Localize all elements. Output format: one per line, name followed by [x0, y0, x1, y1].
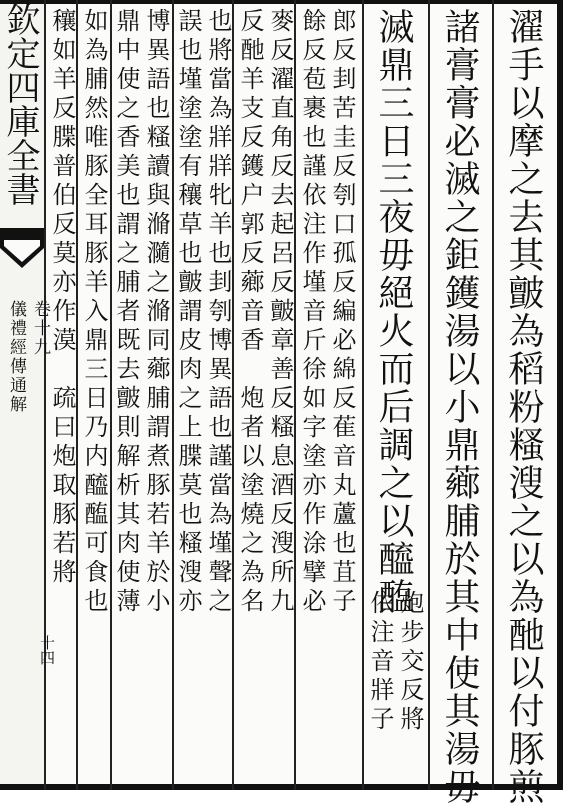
column-rule: [362, 0, 364, 790]
text-column-main: 濯手以摩之去其皽為稻粉糔溲之以為酏以付豚煎: [503, 8, 544, 806]
commentary-column: 穰如羊反䐑普伯反莫亦作漠 疏曰炮取豚若將: [48, 8, 76, 588]
annotation-column: 依注音牂子: [366, 590, 394, 735]
commentary-column: 反酏羊支反鑊户郭反薌音香 炮者以塗燒之為名: [236, 8, 264, 617]
commentary-column: 鼎中使之香美也謂之脯者既去皽則解析其肉使薄: [112, 8, 140, 617]
text-column-main: 諸膏膏必滅之鉅鑊湯以小鼎薌脯於其中使其湯毋: [439, 8, 480, 806]
column-rule: [232, 0, 234, 790]
commentary-column: 也將當為牂牂牝羊也刲刳博異語也謹當為墐聲之: [204, 8, 232, 617]
commentary-column: 餘反苞裹也謹依注作墐音斤徐如字塗亦作涂擘必: [298, 8, 326, 617]
frame-right-border: [557, 0, 563, 790]
book-title: 欽定四庫全書: [0, 2, 40, 206]
annotation-column: 炮步交反將: [396, 590, 424, 735]
fishtail-mark-icon: [0, 228, 44, 280]
commentary-column: 博異語也糔讀與滫瀡之滫同薌脯謂煮豚若羊於小: [142, 8, 170, 617]
column-rule: [294, 0, 296, 790]
commentary-column: 麥反濯直角反去起呂反皽章善反糔息酒反溲所九: [266, 8, 294, 617]
work-title: 儀禮經傳通解: [6, 300, 26, 414]
frame-top-border: [0, 0, 563, 4]
column-rule: [428, 0, 430, 790]
column-rule: [44, 0, 46, 790]
page-number: 十四: [38, 635, 56, 665]
commentary-column: 誤也墐塗塗有穰草也皽謂皮肉之上䐑莫也糔溲亦: [174, 8, 202, 617]
text-column-main: 滅鼎三日三夜毋絕火而后調之以醯醢: [373, 8, 414, 616]
commentary-column: 如為脯然唯豚全耳豚羊入鼎三日乃内醯醢可食也: [80, 8, 108, 617]
column-rule: [492, 0, 494, 790]
commentary-column: 郎反刲苦圭反刳口孤反編必綿反萑音丸蘆也苴子: [328, 8, 356, 617]
column-rule: [76, 0, 78, 790]
volume-label: 卷十九: [30, 300, 50, 357]
